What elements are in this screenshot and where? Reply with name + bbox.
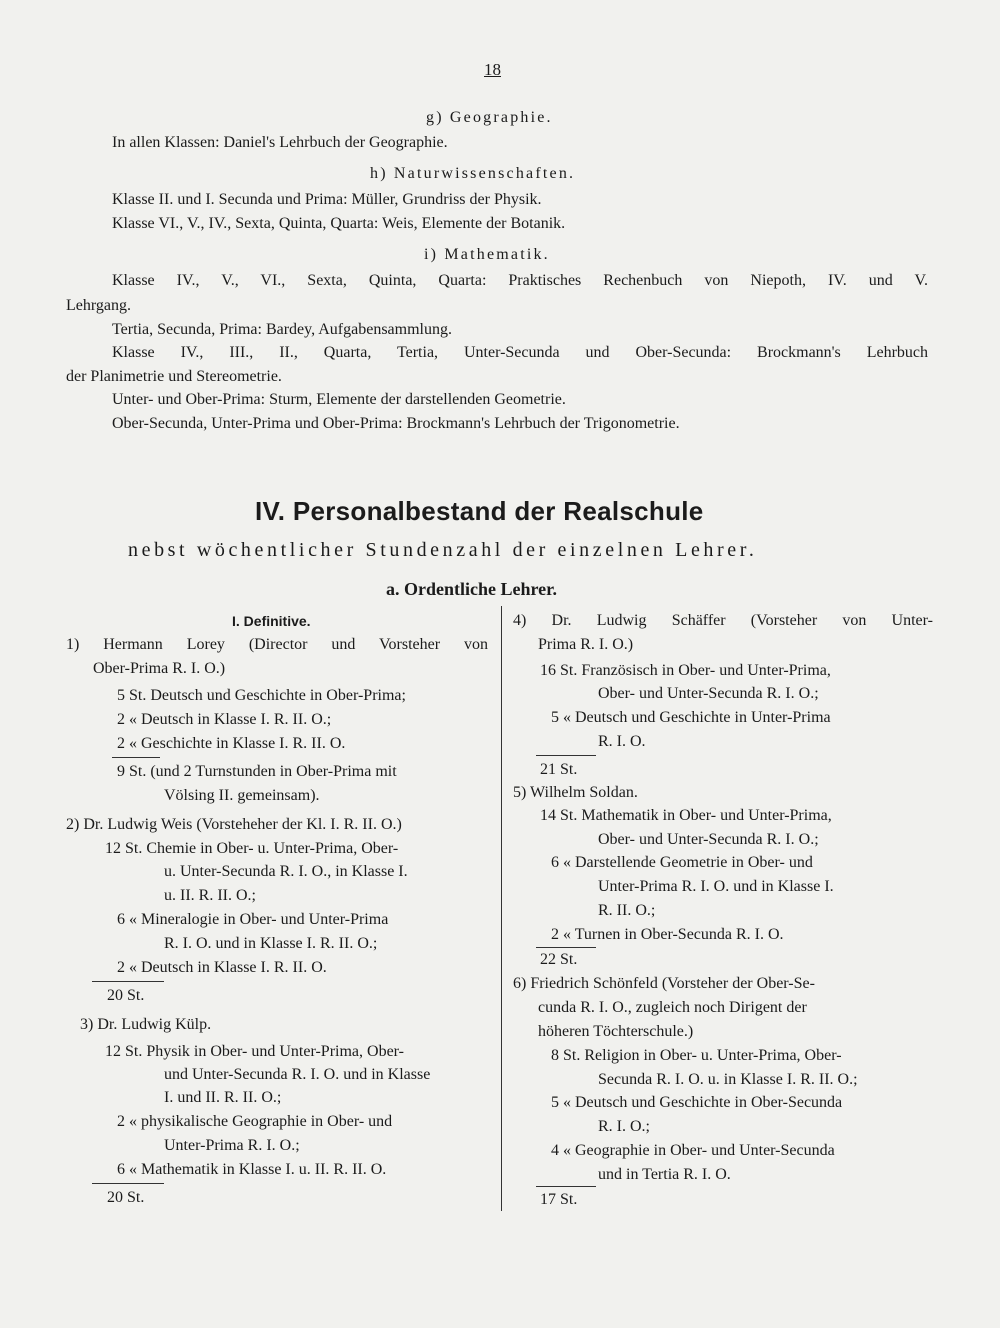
list-item: 21 St.: [540, 761, 578, 778]
list-item: 9 St. (und 2 Turnstunden in Ober-Prima mit: [117, 763, 397, 780]
list-item: 1) Hermann Lorey (Director und Vorsteher von: [66, 636, 488, 653]
list-item: 5 « Deutsch und Geschichte in Unter-Prima: [551, 709, 831, 726]
page-number: 18: [484, 60, 501, 79]
list-item: 6) Friedrich Schönfeld (Vorsteher der Ober-Se-: [513, 975, 815, 992]
list-item: 4 « Geographie in Ober- und Unter-Secunda: [551, 1142, 835, 1159]
list-item: Unter-Prima R. I. O. und in Klasse I.: [598, 878, 834, 895]
list-item: 2 « Deutsch in Klasse I. R. II. O.: [117, 959, 327, 976]
sum-rule: [536, 755, 596, 756]
list-item: I. und II. R. II. O.;: [164, 1089, 282, 1106]
list-item: 22 St.: [540, 951, 578, 968]
list-item: 3) Dr. Ludwig Külp.: [80, 1016, 212, 1033]
list-item: R. I. O.;: [598, 1118, 650, 1135]
list-item: R. I. O. und in Klasse I. R. II. O.;: [164, 935, 378, 952]
list-item: Secunda R. I. O. u. in Klasse I. R. II. O.;: [598, 1071, 858, 1088]
list-item: Völsing II. gemeinsam).: [164, 787, 320, 804]
sum-rule: [112, 757, 160, 758]
list-item: 20 St.: [107, 987, 145, 1004]
heading-geographie: g) Geographie.: [426, 109, 553, 126]
list-item: 2) Dr. Ludwig Weis (Vorsteheher der Kl. I. R. II. O.): [66, 816, 402, 833]
list-item: R. I. O.: [598, 733, 646, 750]
list-item: R. II. O.;: [598, 902, 656, 919]
list-item: und in Tertia R. I. O.: [598, 1166, 731, 1183]
list-item: und Unter-Secunda R. I. O. und in Klasse: [164, 1066, 431, 1083]
section-title: IV. Personalbestand der Realschule: [255, 496, 704, 526]
text-line: In allen Klassen: Daniel's Lehrbuch der Geographie.: [112, 134, 448, 151]
heading-naturwissenschaften: h) Naturwissenschaften.: [370, 165, 576, 182]
list-item: u. II. R. II. O.;: [164, 887, 256, 904]
section-subtitle: nebst wöchentlicher Stundenzahl der einzelnen Lehrer.: [128, 539, 758, 561]
list-item: 6 « Mineralogie in Ober- und Unter-Prima: [117, 911, 389, 928]
heading-mathematik: i) Mathematik.: [424, 246, 550, 263]
text-line: Ober-Secunda, Unter-Prima und Ober-Prima: Brockmann's Lehrbuch der Trigonometrie.: [112, 415, 680, 432]
sum-rule: [92, 981, 164, 982]
list-item: höheren Töchterschule.): [538, 1023, 694, 1040]
list-item: 16 St. Französisch in Ober- und Unter-Prima,: [540, 662, 831, 679]
column-divider: [501, 606, 502, 1211]
text-line: Klasse IV., III., II., Quarta, Tertia, Unter-Secunda und Ober-Secunda: Brockmann's Lehrbuch: [112, 344, 928, 361]
sum-rule: [536, 947, 596, 948]
list-item: 2 « Turnen in Ober-Secunda R. I. O.: [551, 926, 784, 943]
text-line: Tertia, Secunda, Prima: Bardey, Aufgabensammlung.: [112, 321, 452, 338]
list-item: cunda R. I. O., zugleich noch Dirigent der: [538, 999, 807, 1016]
list-item: 6 « Darstellende Geometrie in Ober- und: [551, 854, 813, 871]
list-item: Unter-Prima R. I. O.;: [164, 1137, 300, 1154]
list-item: 5 « Deutsch und Geschichte in Ober-Secunda: [551, 1094, 843, 1111]
list-item: 17 St.: [540, 1191, 578, 1208]
text-line: Lehrgang.: [66, 297, 132, 314]
list-item: Ober-Prima R. I. O.): [93, 660, 226, 677]
list-item: 2 « Deutsch in Klasse I. R. II. O.;: [117, 711, 332, 728]
sum-rule: [92, 1183, 164, 1184]
list-item: Ober- und Unter-Secunda R. I. O.;: [598, 831, 819, 848]
list-item: 14 St. Mathematik in Ober- und Unter-Prima,: [540, 807, 832, 824]
text-line: der Planimetrie und Stereometrie.: [66, 368, 282, 385]
sum-rule: [536, 1186, 596, 1187]
list-item: 12 St. Chemie in Ober- u. Unter-Prima, Ober-: [105, 840, 399, 857]
list-item: 12 St. Physik in Ober- und Unter-Prima, Ober-: [105, 1043, 404, 1060]
list-item: u. Unter-Secunda R. I. O., in Klasse I.: [164, 863, 408, 880]
definitive-heading: I. Definitive.: [232, 613, 311, 629]
list-item: Ober- und Unter-Secunda R. I. O.;: [598, 685, 819, 702]
text-line: Unter- und Ober-Prima: Sturm, Elemente der darstellenden Geometrie.: [112, 391, 566, 408]
list-item: 2 « physikalische Geographie in Ober- und: [117, 1113, 393, 1130]
text-line: Klasse IV., V., VI., Sexta, Quinta, Quarta: Praktisches Rechenbuch von Niepoth, IV. und V.: [112, 272, 928, 289]
list-item: 8 St. Religion in Ober- u. Unter-Prima, Ober-: [551, 1047, 842, 1064]
list-item: 6 « Mathematik in Klasse I. u. II. R. II. O.: [117, 1161, 387, 1178]
list-item: 2 « Geschichte in Klasse I. R. II. O.: [117, 735, 346, 752]
list-item: 4) Dr. Ludwig Schäffer (Vorsteher von Unter-: [513, 612, 933, 629]
list-item: 20 St.: [107, 1189, 145, 1206]
list-item: 5) Wilhelm Soldan.: [513, 784, 638, 801]
list-item: 5 St. Deutsch und Geschichte in Ober-Prima;: [117, 687, 406, 704]
text-line: Klasse VI., V., IV., Sexta, Quinta, Quarta: Weis, Elemente der Botanik.: [112, 215, 566, 232]
text-line: Klasse II. und I. Secunda und Prima: Müller, Grundriss der Physik.: [112, 191, 542, 208]
list-item: Prima R. I. O.): [538, 636, 634, 653]
subsection-heading: a. Ordentliche Lehrer.: [386, 579, 557, 599]
